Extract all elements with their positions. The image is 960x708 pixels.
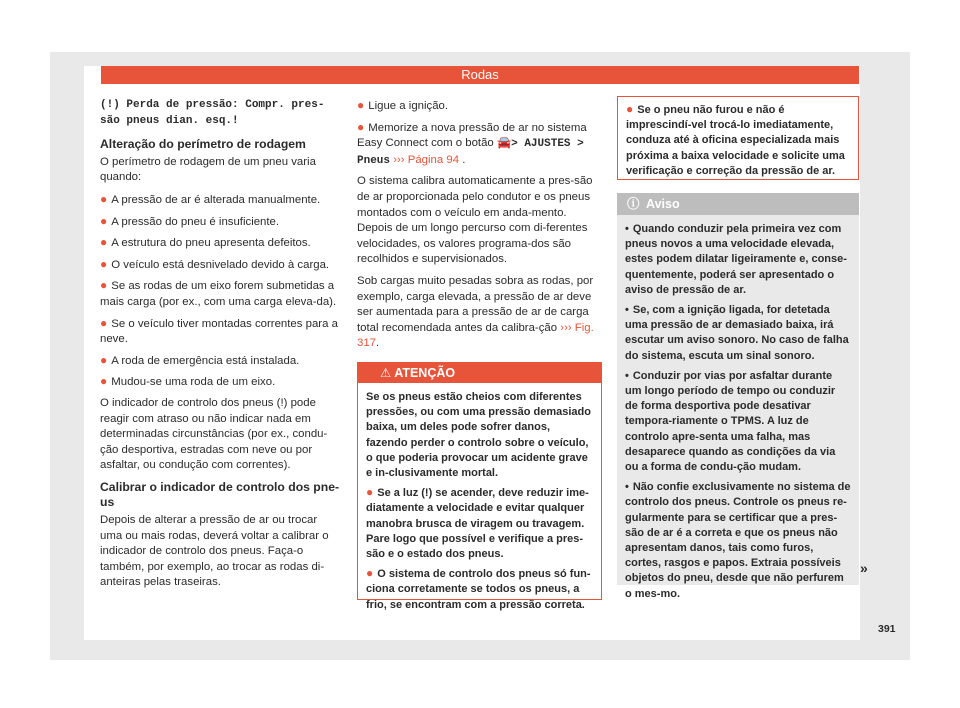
warning-title: ATENÇÃO (394, 366, 456, 380)
heading-perimeter: Alteração do perímetro de rodagem (100, 137, 306, 152)
load-paragraph: Sob cargas muito pesadas sobra as rodas, por exemplo, carga elevada, a pressão de ar deve ser aumentada para a pressão de ar de carga total recomendada antes da calibra-ção ››› Fig. 317. (357, 274, 594, 350)
bullet-dot-icon: ● (100, 278, 108, 293)
list-item: ● A roda de emergência está instalada. (100, 352, 300, 367)
perimeter-intro: O perímetro de rodagem de um pneu varia quando: (100, 155, 316, 184)
bullet-dot-icon: ● (366, 485, 374, 500)
bullet-dot-icon: • (625, 223, 629, 235)
notice-box (617, 193, 859, 600)
figure-reference-link[interactable]: ››› Fig. 317 (357, 321, 594, 350)
bullet-dot-icon: ● (357, 98, 365, 112)
list-item: ● Memorize a nova pressão de ar no sistema Easy Connect com o botão 🚘> AJUSTES > Pneus ››› Página 94 . (357, 119, 587, 167)
page-reference-link[interactable]: ››› Página 94 (393, 153, 460, 166)
warning-continuation-box (617, 96, 859, 180)
list-item: ● A pressão de ar é alterada manualmente. (100, 191, 321, 206)
section-header: Rodas (101, 66, 859, 84)
list-item: ● A estrutura do pneu apresenta defeitos. (100, 235, 311, 250)
bullet-dot-icon: ● (366, 566, 374, 581)
perimeter-bullet-list (100, 192, 342, 391)
bullet-dot-icon: ● (100, 191, 108, 206)
bullet-dot-icon: ● (100, 374, 108, 389)
list-item: ● O sistema de controlo dos pneus só fun-ciona corretamente se todos os pneus, a frio, se encontram com a pressão correta. (366, 566, 591, 611)
bullet-dot-icon: ● (100, 235, 108, 250)
list-item: ● O veículo está desnivelado devido à carga. (100, 256, 330, 271)
bullet-dot-icon: ● (100, 213, 108, 228)
warning-header (358, 363, 601, 383)
heading-calibrate: Calibrar o indicador de controlo dos pne-us (100, 479, 340, 510)
bullet-dot-icon: ● (357, 119, 365, 134)
bullet-dot-icon: ● (626, 102, 634, 116)
continuation-bullet: Se o pneu não furou e não é imprescindí-vel trocá-lo imediatamente, conduza até à oficina especializada mais próxima a baixa velocidade e solicite uma verificação e correção da pressão de ar. (626, 104, 845, 177)
menu-path: > AJUSTES > Pneus (357, 138, 584, 167)
bullet-dot-icon: • (625, 481, 629, 494)
list-item: ● Se o veículo tiver montadas correntes para a neve. (100, 315, 338, 346)
message-line-2: são pneus dian. esq.! (100, 114, 239, 127)
bullet-dot-icon: • (625, 369, 629, 382)
column-2 (357, 98, 601, 358)
list-item: ● Ligue a ignição. (357, 98, 449, 112)
column-1 (100, 98, 342, 597)
list-item: • Se, com a ignição ligada, for detetada uma pressão de ar demasiado baixa, irá escutar um aviso sonoro. No caso de falha do sistema, escuta um sinal sonoro. (625, 304, 849, 362)
warning-intro: Se os pneus estão cheios com diferentes pressões, ou com uma pressão demasiado baixa, um deles pode sofrer danos, fazendo perder o controlo sobre o veículo, o que poderia provocar um acidente grave e in-clusivamente mortal. (366, 391, 591, 480)
bullet-dot-icon: ● (100, 352, 108, 367)
info-icon: ⓘ (627, 197, 640, 211)
notice-body (617, 215, 859, 602)
bullet-dot-icon: ● (100, 315, 108, 330)
bullet-dot-icon: • (625, 304, 629, 317)
list-item: • Conduzir por vias por asfaltar durante um longo período de tempo ou conduzir de forma desportiva pode desativar tempora-riamente o TPMS. A luz de controlo apre-senta uma falha, mas desaparece quando as condições da via ou a forma de condu-ção mudam. (625, 369, 836, 474)
bullet-dot-icon: ● (100, 256, 108, 271)
list-item: ● Se as rodas de um eixo forem submetidas a mais carga (por ex., com uma carga eleva-da). (100, 278, 337, 308)
warning-box (357, 362, 602, 611)
list-item: • Quando conduzir pela primeira vez com pneus novos a uma velocidade elevada, estes podem dilatar ligeiramente e, conse-quentemente, poderá ser apresentado o aviso de pressão de ar. (625, 223, 847, 296)
continuation-mark: » (860, 560, 868, 576)
message-line-1: (!) Perda de pressão: Compr. pres- (100, 99, 325, 111)
calibration-paragraph: O sistema calibra automaticamente a pres-são de ar proporcionada pelo condutor e os pneus montados com o veículo em anda-mento. Depois de um longo percurso com di-ferentes velocidades, os valores programa-dos são recolhidos e supervisionados. (357, 175, 593, 266)
notice-header (617, 193, 859, 215)
calibrate-paragraph: Depois de alterar a pressão de ar ou trocar uma ou mais rodas, deverá voltar a calibrar o indicador de controlo dos pneus. Faça-o também, por exemplo, ao trocar as rodas di-anteiras pelas traseiras. (100, 514, 329, 589)
warning-body (358, 383, 601, 613)
car-menu-icon: 🚘 (496, 137, 512, 150)
indicator-paragraph: O indicador de controlo dos pneus (!) pode reagir com atraso ou não indicar nada em determinadas circunstâncias (por ex., condu-ção desportiva, estradas com neve ou por asfaltar, ou condução com correntes). (100, 396, 328, 472)
page-number: 391 (878, 623, 896, 635)
list-item: ● Se a luz (!) se acender, deve reduzir ime-diatamente a velocidade e evitar qualquer manobra brusca de viragem ou travagem. Pare logo que possível e verifique a pres-são e o estado dos pneus. (366, 485, 589, 561)
list-item: • Não confie exclusivamente no sistema de controlo dos pneus. Controle os pneus re-gularmente para se certificar que a pres-são de ar é a correta e que os pneus não apresentam danos, tais como furos, cortes, rasgos e papos. Extraia possíveis objetos do pneu, desde que não perfurem o mes-mo. (625, 481, 851, 600)
list-item: ● A pressão do pneu é insuficiente. (100, 213, 280, 228)
warning-triangle-icon: ⚠ (380, 366, 392, 380)
list-item: ● Mudou-se uma roda de um eixo. (100, 374, 276, 389)
notice-title: Aviso (646, 197, 680, 211)
